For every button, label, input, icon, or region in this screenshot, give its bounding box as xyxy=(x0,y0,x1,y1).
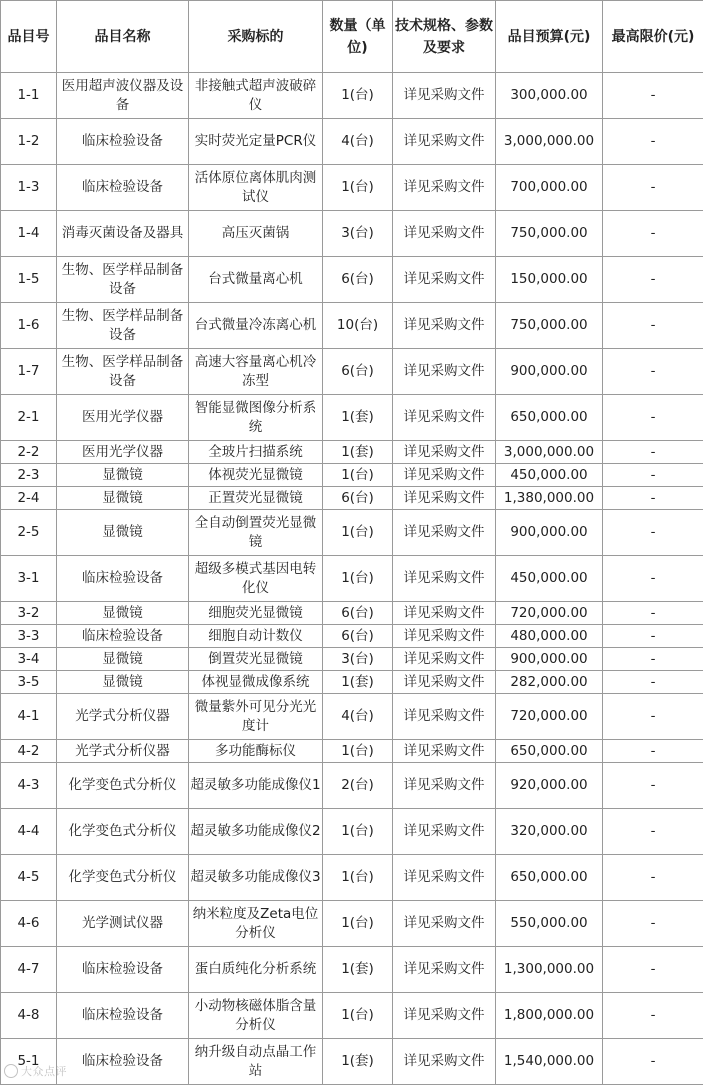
cell-spec: 详见采购文件 xyxy=(393,809,496,855)
cell-spec: 详见采购文件 xyxy=(393,763,496,809)
cell-item-name: 临床检验设备 xyxy=(57,625,189,648)
cell-item-no: 1-5 xyxy=(1,257,57,303)
cell-budget: 900,000.00 xyxy=(496,648,603,671)
table-row xyxy=(1,809,703,855)
cell-item-name: 显微镜 xyxy=(57,510,189,556)
cell-quantity: 1(台) xyxy=(323,901,393,947)
table-row xyxy=(1,257,703,303)
header-row xyxy=(1,1,703,73)
cell-item-name: 化学变色式分析仪 xyxy=(57,809,189,855)
cell-budget: 750,000.00 xyxy=(496,211,603,257)
table-row xyxy=(1,648,703,671)
cell-budget: 650,000.00 xyxy=(496,740,603,763)
cell-item-name: 临床检验设备 xyxy=(57,119,189,165)
cell-item-no: 3-4 xyxy=(1,648,57,671)
cell-budget: 920,000.00 xyxy=(496,763,603,809)
table-row xyxy=(1,602,703,625)
cell-item-name: 临床检验设备 xyxy=(57,993,189,1039)
cell-spec: 详见采购文件 xyxy=(393,602,496,625)
table-row xyxy=(1,1039,703,1085)
cell-target: 活体原位离体肌肉测试仪 xyxy=(189,165,323,211)
cell-item-no: 4-7 xyxy=(1,947,57,993)
cell-max-price: - xyxy=(603,487,703,510)
cell-item-no: 1-6 xyxy=(1,303,57,349)
cell-max-price: - xyxy=(603,257,703,303)
cell-budget: 750,000.00 xyxy=(496,303,603,349)
header-item-name: 品目名称 xyxy=(57,1,189,73)
cell-target: 超灵敏多功能成像仪2 xyxy=(189,809,323,855)
cell-quantity: 6(台) xyxy=(323,487,393,510)
cell-item-no: 1-3 xyxy=(1,165,57,211)
cell-spec: 详见采购文件 xyxy=(393,993,496,1039)
cell-budget: 450,000.00 xyxy=(496,556,603,602)
cell-item-no: 3-3 xyxy=(1,625,57,648)
cell-max-price: - xyxy=(603,648,703,671)
cell-item-name: 光学式分析仪器 xyxy=(57,694,189,740)
cell-max-price: - xyxy=(603,947,703,993)
cell-spec: 详见采购文件 xyxy=(393,510,496,556)
table-row xyxy=(1,510,703,556)
cell-target: 细胞荧光显微镜 xyxy=(189,602,323,625)
header-spec: 技术规格、参数及要求 xyxy=(393,1,496,73)
cell-budget: 650,000.00 xyxy=(496,855,603,901)
table-row xyxy=(1,556,703,602)
cell-max-price: - xyxy=(603,165,703,211)
cell-quantity: 6(台) xyxy=(323,625,393,648)
table-row xyxy=(1,211,703,257)
cell-item-no: 4-2 xyxy=(1,740,57,763)
cell-spec: 详见采购文件 xyxy=(393,165,496,211)
cell-quantity: 2(台) xyxy=(323,763,393,809)
cell-spec: 详见采购文件 xyxy=(393,119,496,165)
cell-budget: 150,000.00 xyxy=(496,257,603,303)
cell-quantity: 1(套) xyxy=(323,671,393,694)
cell-max-price: - xyxy=(603,211,703,257)
cell-spec: 详见采购文件 xyxy=(393,487,496,510)
cell-max-price: - xyxy=(603,119,703,165)
cell-item-no: 4-3 xyxy=(1,763,57,809)
cell-budget: 1,540,000.00 xyxy=(496,1039,603,1085)
cell-target: 智能显微图像分析系统 xyxy=(189,395,323,441)
table-row xyxy=(1,165,703,211)
cell-item-no: 2-3 xyxy=(1,464,57,487)
table-row xyxy=(1,671,703,694)
cell-budget: 900,000.00 xyxy=(496,349,603,395)
cell-max-price: - xyxy=(603,510,703,556)
cell-quantity: 1(套) xyxy=(323,395,393,441)
cell-item-name: 生物、医学样品制备设备 xyxy=(57,257,189,303)
cell-item-no: 1-2 xyxy=(1,119,57,165)
cell-budget: 3,000,000.00 xyxy=(496,119,603,165)
cell-budget: 282,000.00 xyxy=(496,671,603,694)
cell-item-name: 消毒灭菌设备及器具 xyxy=(57,211,189,257)
header-max-price: 最高限价(元) xyxy=(603,1,703,73)
cell-item-name: 临床检验设备 xyxy=(57,556,189,602)
cell-target: 小动物核磁体脂含量分析仪 xyxy=(189,993,323,1039)
table-row xyxy=(1,625,703,648)
cell-budget: 700,000.00 xyxy=(496,165,603,211)
cell-quantity: 1(台) xyxy=(323,510,393,556)
cell-item-name: 医用光学仪器 xyxy=(57,441,189,464)
cell-target: 全自动倒置荧光显微镜 xyxy=(189,510,323,556)
cell-item-name: 生物、医学样品制备设备 xyxy=(57,303,189,349)
cell-item-name: 医用光学仪器 xyxy=(57,395,189,441)
cell-item-name: 医用超声波仪器及设备 xyxy=(57,73,189,119)
header-target: 采购标的 xyxy=(189,1,323,73)
table-row xyxy=(1,487,703,510)
cell-spec: 详见采购文件 xyxy=(393,73,496,119)
cell-item-name: 显微镜 xyxy=(57,648,189,671)
cell-target: 体视荧光显微镜 xyxy=(189,464,323,487)
table-row xyxy=(1,855,703,901)
cell-max-price: - xyxy=(603,855,703,901)
table-row xyxy=(1,303,703,349)
cell-target: 细胞自动计数仪 xyxy=(189,625,323,648)
cell-budget: 300,000.00 xyxy=(496,73,603,119)
cell-quantity: 3(台) xyxy=(323,211,393,257)
cell-item-no: 3-5 xyxy=(1,671,57,694)
cell-item-no: 5-1 xyxy=(1,1039,57,1085)
cell-quantity: 10(台) xyxy=(323,303,393,349)
cell-max-price: - xyxy=(603,556,703,602)
table-row xyxy=(1,901,703,947)
cell-max-price: - xyxy=(603,671,703,694)
cell-spec: 详见采购文件 xyxy=(393,556,496,602)
cell-item-no: 4-1 xyxy=(1,694,57,740)
cell-spec: 详见采购文件 xyxy=(393,855,496,901)
cell-budget: 1,380,000.00 xyxy=(496,487,603,510)
cell-spec: 详见采购文件 xyxy=(393,625,496,648)
cell-item-name: 临床检验设备 xyxy=(57,1039,189,1085)
cell-quantity: 1(台) xyxy=(323,855,393,901)
table-row xyxy=(1,993,703,1039)
cell-max-price: - xyxy=(603,464,703,487)
table-row xyxy=(1,349,703,395)
cell-quantity: 4(台) xyxy=(323,694,393,740)
cell-item-name: 显微镜 xyxy=(57,464,189,487)
cell-target: 倒置荧光显微镜 xyxy=(189,648,323,671)
cell-quantity: 3(台) xyxy=(323,648,393,671)
cell-target: 实时荧光定量PCR仪 xyxy=(189,119,323,165)
cell-target: 纳升级自动点晶工作站 xyxy=(189,1039,323,1085)
cell-spec: 详见采购文件 xyxy=(393,303,496,349)
cell-item-name: 显微镜 xyxy=(57,671,189,694)
cell-budget: 450,000.00 xyxy=(496,464,603,487)
cell-item-no: 2-2 xyxy=(1,441,57,464)
cell-item-no: 3-2 xyxy=(1,602,57,625)
table-row xyxy=(1,395,703,441)
cell-spec: 详见采购文件 xyxy=(393,947,496,993)
cell-item-no: 2-1 xyxy=(1,395,57,441)
cell-spec: 详见采购文件 xyxy=(393,648,496,671)
header-budget: 品目预算(元) xyxy=(496,1,603,73)
cell-budget: 320,000.00 xyxy=(496,809,603,855)
cell-item-no: 2-5 xyxy=(1,510,57,556)
cell-item-no: 4-5 xyxy=(1,855,57,901)
cell-target: 多功能酶标仪 xyxy=(189,740,323,763)
watermark-logo-icon xyxy=(4,1064,18,1078)
cell-budget: 3,000,000.00 xyxy=(496,441,603,464)
cell-target: 超级多模式基因电转化仪 xyxy=(189,556,323,602)
table-row xyxy=(1,73,703,119)
cell-budget: 720,000.00 xyxy=(496,694,603,740)
cell-item-name: 显微镜 xyxy=(57,602,189,625)
cell-target: 超灵敏多功能成像仪3 xyxy=(189,855,323,901)
cell-max-price: - xyxy=(603,694,703,740)
cell-max-price: - xyxy=(603,395,703,441)
cell-quantity: 6(台) xyxy=(323,257,393,303)
cell-target: 高压灭菌锅 xyxy=(189,211,323,257)
cell-item-name: 光学测试仪器 xyxy=(57,901,189,947)
cell-max-price: - xyxy=(603,349,703,395)
table-row xyxy=(1,464,703,487)
cell-spec: 详见采购文件 xyxy=(393,211,496,257)
cell-spec: 详见采购文件 xyxy=(393,257,496,303)
cell-max-price: - xyxy=(603,809,703,855)
cell-item-name: 生物、医学样品制备设备 xyxy=(57,349,189,395)
cell-target: 蛋白质纯化分析系统 xyxy=(189,947,323,993)
table-row xyxy=(1,694,703,740)
cell-item-no: 1-7 xyxy=(1,349,57,395)
cell-spec: 详见采购文件 xyxy=(393,349,496,395)
table-row xyxy=(1,763,703,809)
cell-max-price: - xyxy=(603,740,703,763)
cell-quantity: 1(台) xyxy=(323,556,393,602)
table-row xyxy=(1,441,703,464)
cell-item-name: 化学变色式分析仪 xyxy=(57,855,189,901)
cell-target: 高速大容量离心机冷冻型 xyxy=(189,349,323,395)
cell-item-name: 显微镜 xyxy=(57,487,189,510)
cell-spec: 详见采购文件 xyxy=(393,901,496,947)
table-row xyxy=(1,119,703,165)
cell-max-price: - xyxy=(603,901,703,947)
cell-quantity: 1(台) xyxy=(323,809,393,855)
cell-item-name: 化学变色式分析仪 xyxy=(57,763,189,809)
cell-budget: 550,000.00 xyxy=(496,901,603,947)
cell-item-name: 临床检验设备 xyxy=(57,165,189,211)
cell-max-price: - xyxy=(603,1039,703,1085)
cell-budget: 900,000.00 xyxy=(496,510,603,556)
cell-target: 台式微量离心机 xyxy=(189,257,323,303)
cell-target: 超灵敏多功能成像仪1 xyxy=(189,763,323,809)
cell-max-price: - xyxy=(603,602,703,625)
cell-target: 体视显微成像系统 xyxy=(189,671,323,694)
table-row xyxy=(1,947,703,993)
cell-spec: 详见采购文件 xyxy=(393,671,496,694)
cell-item-name: 光学式分析仪器 xyxy=(57,740,189,763)
cell-quantity: 6(台) xyxy=(323,349,393,395)
cell-target: 非接触式超声波破碎仪 xyxy=(189,73,323,119)
watermark-text: 大众点评 xyxy=(21,1065,67,1078)
cell-quantity: 1(套) xyxy=(323,1039,393,1085)
cell-budget: 480,000.00 xyxy=(496,625,603,648)
cell-budget: 1,800,000.00 xyxy=(496,993,603,1039)
cell-max-price: - xyxy=(603,73,703,119)
cell-item-no: 1-1 xyxy=(1,73,57,119)
cell-item-no: 2-4 xyxy=(1,487,57,510)
cell-target: 微量紫外可见分光光度计 xyxy=(189,694,323,740)
cell-spec: 详见采购文件 xyxy=(393,694,496,740)
cell-spec: 详见采购文件 xyxy=(393,441,496,464)
cell-item-no: 4-6 xyxy=(1,901,57,947)
cell-spec: 详见采购文件 xyxy=(393,740,496,763)
cell-item-no: 3-1 xyxy=(1,556,57,602)
cell-budget: 650,000.00 xyxy=(496,395,603,441)
cell-quantity: 1(台) xyxy=(323,464,393,487)
cell-target: 全玻片扫描系统 xyxy=(189,441,323,464)
cell-spec: 详见采购文件 xyxy=(393,1039,496,1085)
cell-spec: 详见采购文件 xyxy=(393,395,496,441)
cell-item-no: 1-4 xyxy=(1,211,57,257)
watermark xyxy=(4,1063,67,1079)
cell-budget: 720,000.00 xyxy=(496,602,603,625)
cell-spec: 详见采购文件 xyxy=(393,464,496,487)
cell-quantity: 1(套) xyxy=(323,441,393,464)
cell-item-no: 4-4 xyxy=(1,809,57,855)
cell-quantity: 1(台) xyxy=(323,993,393,1039)
cell-quantity: 4(台) xyxy=(323,119,393,165)
cell-target: 台式微量冷冻离心机 xyxy=(189,303,323,349)
cell-max-price: - xyxy=(603,303,703,349)
cell-quantity: 1(台) xyxy=(323,165,393,211)
cell-quantity: 1(套) xyxy=(323,947,393,993)
cell-target: 纳米粒度及Zeta电位分析仪 xyxy=(189,901,323,947)
cell-item-no: 4-8 xyxy=(1,993,57,1039)
cell-quantity: 1(台) xyxy=(323,740,393,763)
cell-max-price: - xyxy=(603,441,703,464)
cell-max-price: - xyxy=(603,763,703,809)
cell-budget: 1,300,000.00 xyxy=(496,947,603,993)
table-row xyxy=(1,740,703,763)
cell-quantity: 1(台) xyxy=(323,73,393,119)
cell-quantity: 6(台) xyxy=(323,602,393,625)
cell-item-name: 临床检验设备 xyxy=(57,947,189,993)
header-item-no: 品目号 xyxy=(1,1,57,73)
cell-max-price: - xyxy=(603,625,703,648)
cell-max-price: - xyxy=(603,993,703,1039)
header-quantity: 数量（单位) xyxy=(323,1,393,73)
table-body xyxy=(1,73,703,1085)
cell-target: 正置荧光显微镜 xyxy=(189,487,323,510)
